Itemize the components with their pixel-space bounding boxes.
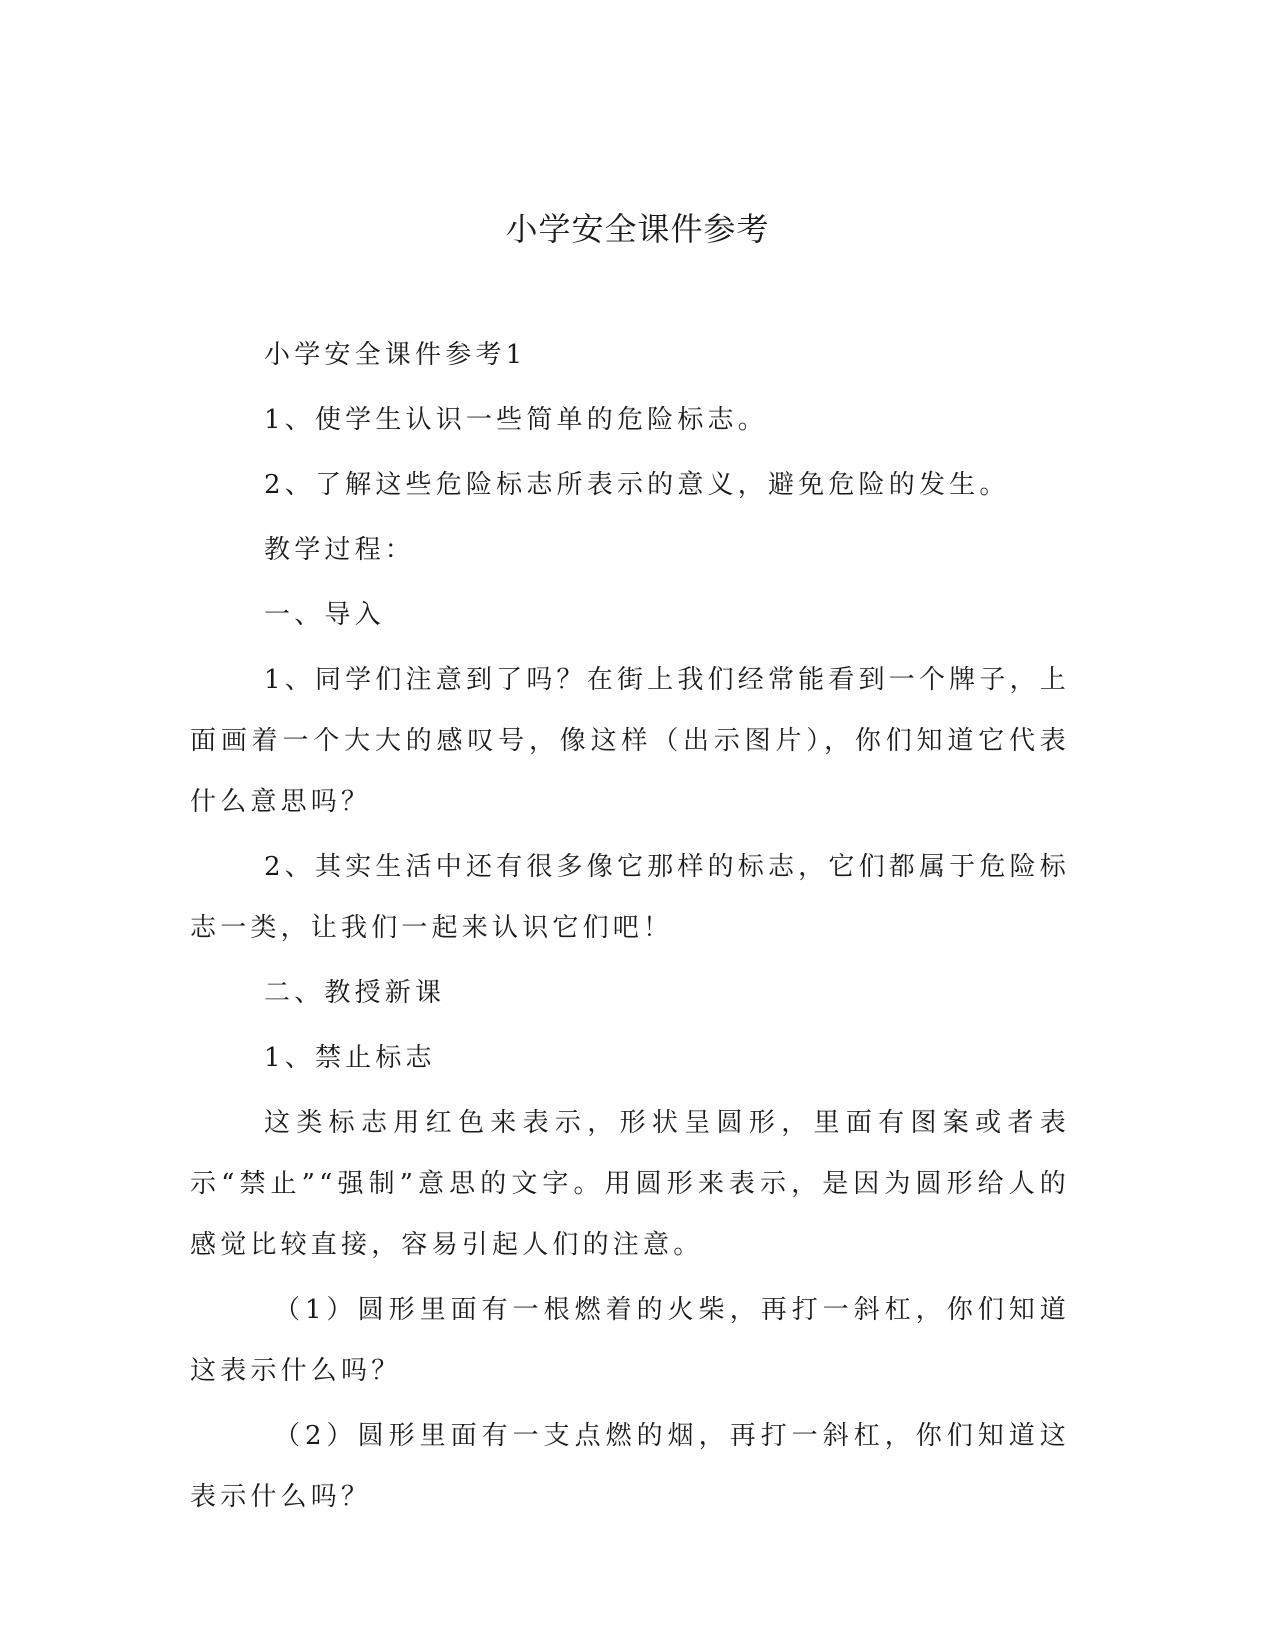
subheading-prohibition-signs: 1、禁止标志 (264, 1043, 436, 1073)
process-heading: 教学过程： (264, 535, 416, 565)
part-heading-intro: 一、导入 (264, 600, 385, 630)
question-item: （1）圆形里面有一根燃着的火柴，再打一斜杠，你们知道这表示什么吗？ (190, 1295, 1070, 1386)
section-heading: 小学安全课件参考1 (264, 340, 527, 370)
body-paragraph: 这类标志用红色来表示，形状呈圆形，里面有图案或者表示“禁止”“强制”意思的文字。用圆形来表示，是因为圆形给人的感觉比较直接，容易引起人们的注意。 (190, 1108, 1070, 1260)
part-heading-new-lesson: 二、教授新课 (264, 978, 446, 1008)
objective-item: 2、了解这些危险标志所表示的意义，避免危险的发生。 (264, 470, 1010, 500)
document-body (190, 325, 1070, 1532)
body-paragraph: 2、其实生活中还有很多像它那样的标志，它们都属于危险标志一类，让我们一起来认识它们吧！ (190, 852, 1070, 943)
body-paragraph: 1、同学们注意到了吗？在街上我们经常能看到一个牌子，上面画着一个大大的感叹号，像这样（出示图片），你们知道它代表什么意思吗？ (190, 665, 1070, 817)
objective-item: 1、使学生认识一些简单的危险标志。 (264, 405, 768, 435)
document-title: 小学安全课件参考 (505, 210, 770, 248)
question-item: （2）圆形里面有一支点燃的烟，再打一斜杠，你们知道这表示什么吗？ (190, 1421, 1070, 1512)
